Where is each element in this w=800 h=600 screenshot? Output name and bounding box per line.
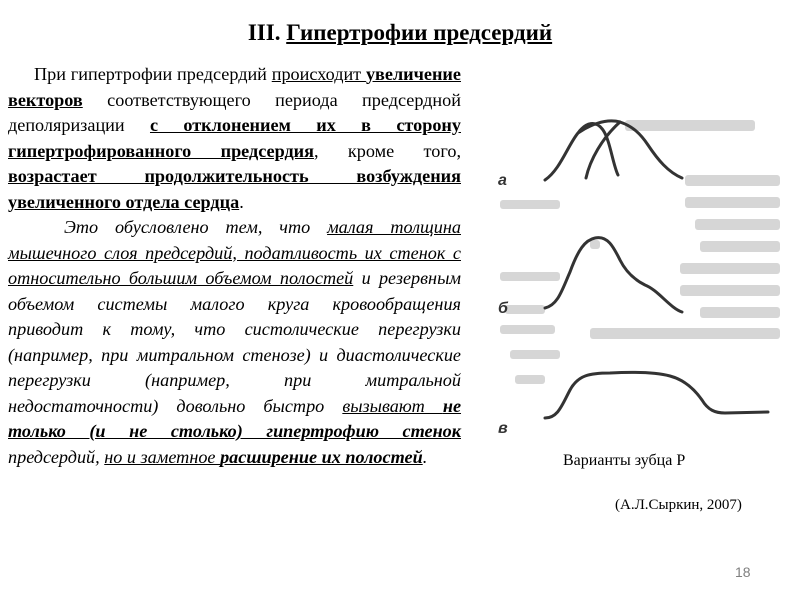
p2-text: предсердий,: [8, 446, 105, 467]
p2-text: Это обусловлено тем, что: [64, 217, 328, 237]
p1-underlined-text: происходит: [271, 64, 366, 84]
p2-underlined-text: малая толщина мышечного слоя предсердий, податливость их стенок с относительно большим объемом полостей: [8, 217, 461, 288]
p-wave-curve-b: [545, 238, 682, 312]
p1-bold-underlined-text: с отклонением их в сторону гипертрофированного предсердия: [8, 115, 461, 161]
p1-text: , кроме того,: [313, 140, 461, 161]
slide-title: [0, 20, 800, 46]
p-wave-curve-c: [545, 372, 768, 418]
p-wave-variants-figure: [490, 100, 785, 445]
page-number: 18: [735, 564, 751, 580]
title-text: Гипертрофии предсердий: [286, 20, 553, 45]
p1-bold-underlined-text: возрастает продолжительность возбуждения увеличенного отдела сердца: [8, 166, 461, 212]
p1-text: При гипертрофии предсердий: [34, 64, 272, 84]
figure-source: (А.Л.Сыркин, 2007): [615, 497, 742, 513]
body-text: [8, 62, 461, 470]
label-a: а: [498, 172, 507, 189]
p2-underlined-text: вызывают: [342, 395, 443, 416]
label-b: б: [498, 300, 508, 317]
p1-bold-underlined-text: увеличение векторов: [8, 64, 461, 110]
p2-text: и резервным объемом системы малого круга кровообращения приводит к тому, что систолические перегрузки (например, при митральном стенозе) и диастолические перегрузки (например, при митральной недостаточности) довольно быстро: [8, 268, 461, 416]
title-roman-numeral: III.: [247, 20, 281, 45]
paragraph-hypertrophy-vectors: [8, 62, 461, 215]
faded-background-text: [500, 120, 780, 384]
p2-underlined-text: но и заметное: [104, 446, 221, 467]
label-c: в: [498, 420, 508, 437]
p1-text: соответствующего периода предсердной деполяризации: [8, 89, 461, 135]
p2-bold-underlined-text: расширение их полостей: [220, 446, 423, 467]
p1-text: .: [239, 191, 244, 212]
p2-bold-underlined-text: не только (и не столько) гипертрофию стенок: [8, 395, 462, 441]
paragraph-explanation: [8, 215, 461, 470]
figure-caption: Варианты зубца Р: [563, 452, 686, 469]
p2-text: .: [422, 446, 428, 467]
